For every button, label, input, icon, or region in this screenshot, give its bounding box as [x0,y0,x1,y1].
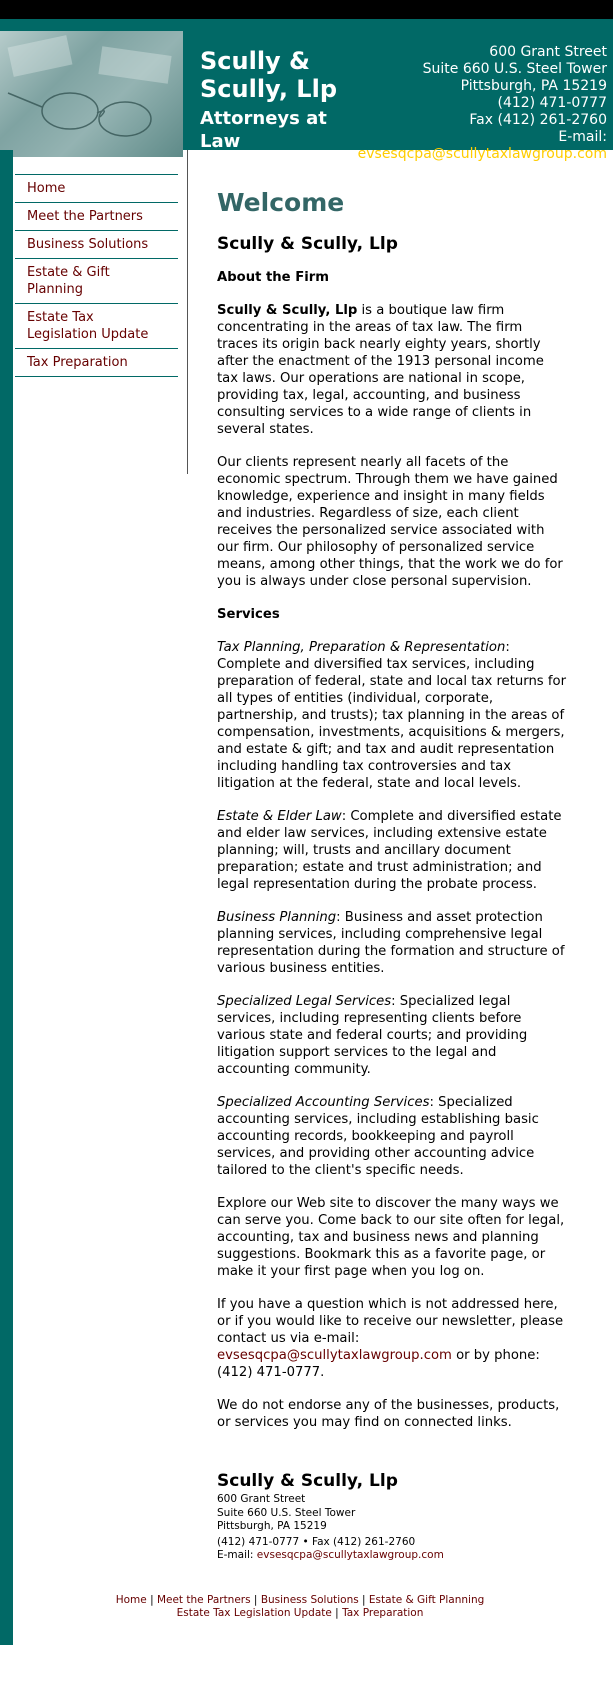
header-address1: 600 Grant Street [489,44,607,60]
footer-link-business-solutions[interactable]: Business Solutions [260,1594,359,1606]
footer-link-estate-gift-planning[interactable]: Estate & Gift Planning [368,1594,485,1606]
firm-tagline: Attorneys at Law [200,108,327,152]
page-title: Welcome [217,188,345,217]
left-stripe [0,150,13,1645]
footer-link-home[interactable]: Home [115,1594,147,1606]
contact-email-link[interactable]: evsesqcpa@scullytaxlawgroup.com [217,1348,452,1363]
footer-address2: Suite 660 U.S. Steel Tower [217,1506,356,1519]
site-header [0,19,613,162]
top-black-bar [0,0,613,19]
header-city: Pittsburgh, PA 15219 [460,78,607,94]
sidebar-nav [15,174,178,377]
nav-divider [187,150,188,474]
services-heading: Services [217,607,280,622]
service-tax-planning [217,639,567,792]
footer-nav-row-2 [15,1607,585,1620]
firm-title [200,47,370,153]
about-paragraph-1 [217,302,567,438]
footer-separator: | [331,1607,343,1619]
firm-heading: Scully & Scully, Llp [217,234,398,254]
footer-email-label: E-mail: [217,1549,257,1561]
header-email-link[interactable]: evsesqcpa@scullytaxlawgroup.com [357,146,607,162]
header-phone: (412) 471-0777 [497,95,607,111]
footer-link-tax-preparation[interactable]: Tax Preparation [342,1607,424,1619]
disclaimer-paragraph: We do not endorse any of the businesses, products, or services you may find on connected links. [217,1398,560,1430]
header-email-label: E-mail: [558,129,607,145]
nav-item-business-solutions[interactable]: Business Solutions [15,231,178,259]
footer-phone-fax: (412) 471-0777 • Fax (412) 261-2760 [217,1535,416,1548]
service-business-planning [217,909,567,977]
nav-item-estate-gift-planning[interactable]: Estate & Gift Planning [15,259,178,304]
nav-item-estate-tax-legislation[interactable]: Estate Tax Legislation Update [15,304,178,349]
footer-nav-row-1 [15,1594,585,1607]
service-title: Business Planning [217,910,337,925]
main-content [217,188,567,1431]
firm-name: Scully & Scully, Llp [200,47,338,103]
nav-item-home[interactable]: Home [15,175,178,203]
footer-contact [217,1471,567,1563]
contact-paragraph [217,1296,567,1381]
footer-link-estate-tax-legislation[interactable]: Estate Tax Legislation Update [176,1607,332,1619]
footer-email-row [217,1549,567,1563]
service-accounting [217,1094,567,1179]
about-lead: Scully & Scully, Llp [217,303,358,318]
footer-email-link[interactable]: evsesqcpa@scullytaxlawgroup.com [256,1549,444,1561]
service-legal [217,993,567,1078]
service-title: Estate & Elder Law [217,809,342,824]
service-title: Specialized Accounting Services [217,1095,430,1110]
about-text-1: is a boutique law firm concentrating in the areas of tax law. The firm traces its origin back nearly eighty years, shortly after the enactment of the 1913 personal income tax laws. Our operations are national in scope, providing tax, legal, accounting, and business consulting services to a wide range of clients in several states. [217,303,544,437]
header-fax: Fax (412) 261-2760 [469,112,607,128]
contact-text: If you have a question which is not addressed here, or if you would like to receive our newsletter, please contact us via e-mail: [217,1297,564,1346]
service-text: : Complete and diversified tax services, including preparation of federal, state and local tax returns for all types of entities (individual, corporate, partnership, and trusts); tax planning in the areas of compensation, investments, acquisitions & mergers, and estate & gift; and tax and audit representation including handling tax controversies and tax litigation at the federal, state and local levels. [217,640,567,791]
nav-item-tax-preparation[interactable]: Tax Preparation [15,349,178,377]
contact-phone-text: or by phone: (412) 471-0777. [217,1348,540,1380]
about-heading: About the Firm [217,270,329,285]
header-contact [358,44,607,163]
service-text: : Business and asset protection planning services, including comprehensive legal representation during the formation and structure of various business entities. [217,910,565,976]
footer-firm-name: Scully & Scully, Llp [217,1471,398,1491]
footer-separator: | [250,1594,261,1606]
service-title: Specialized Legal Services [217,994,392,1009]
explore-paragraph: Explore our Web site to discover the many ways we can serve you. Come back to our site often for legal, accounting, tax and business news and planning suggestions. Bookmark this as a favorite page, or make it your first page when you log on. [217,1196,565,1279]
service-text: : Complete and diversified estate and elder law services, including extensive estate planning; will, trusts and ancillary document preparation; estate and trust administration; and legal representation during the probate process. [217,809,562,892]
footer-nav [15,1594,585,1620]
footer-link-meet-the-partners[interactable]: Meet the Partners [156,1594,251,1606]
footer-city: Pittsburgh, PA 15219 [217,1520,327,1532]
footer-separator: | [358,1594,369,1606]
service-title: Tax Planning, Preparation & Representation [217,640,506,655]
service-text: : Specialized legal services, including representing clients before various state and federal courts; and providing litigation support services to the legal and accounting community. [217,994,528,1077]
service-estate-elder-law [217,808,567,893]
footer-address1: 600 Grant Street [217,1493,306,1505]
service-text: : Specialized accounting services, including establishing basic accounting records, bookkeeping and payroll services, and providing other accounting advice tailored to the client's specific needs. [217,1095,539,1178]
header-photo-glasses-icon [0,31,183,157]
footer-separator: | [146,1594,157,1606]
header-address2: Suite 660 U.S. Steel Tower [422,61,607,77]
nav-item-meet-the-partners[interactable]: Meet the Partners [15,203,178,231]
about-paragraph-2: Our clients represent nearly all facets of the economic spectrum. Through them we have gained knowledge, experience and insight in many fields and industries. Regardless of size, each client receives the personalized service associated with our firm. Our philosophy of personalized service means, among other things, that the work we do for you is always under close personal supervision. [217,455,563,589]
